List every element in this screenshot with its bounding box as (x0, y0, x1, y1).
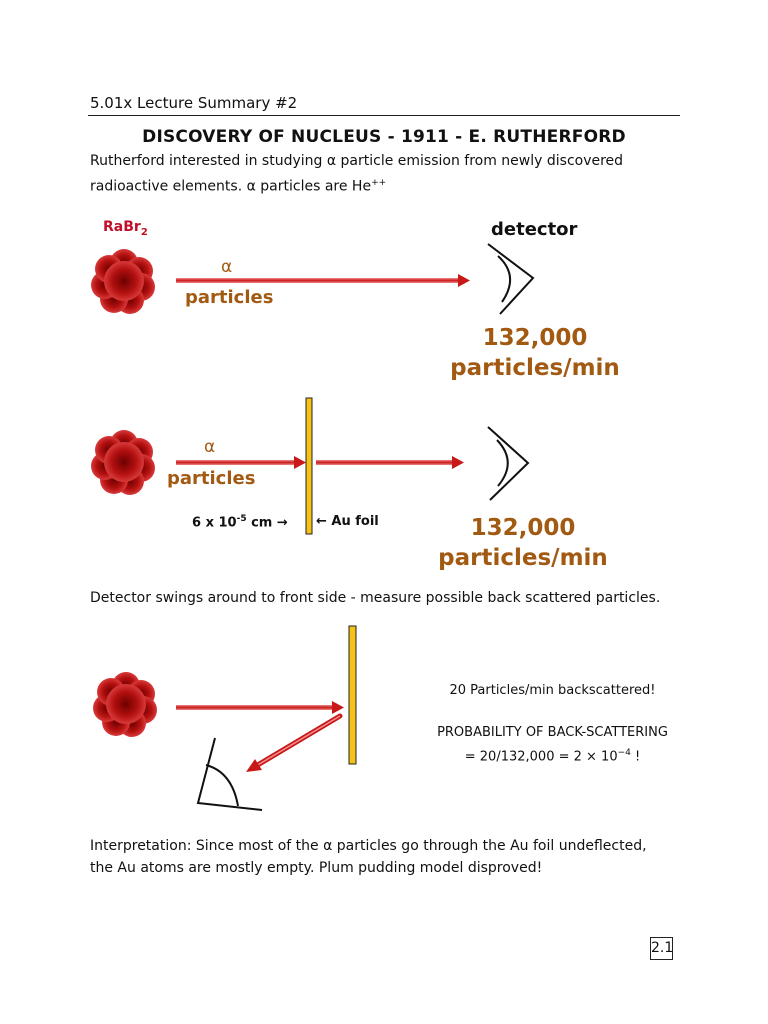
lecture-header: 5.01x Lecture Summary #2 (90, 94, 298, 112)
count-unit-1: particles/min (450, 355, 620, 381)
gold-foil-3 (349, 626, 356, 764)
detector-1 (488, 244, 533, 314)
intro-line-1: Rutherford interested in studying α particle emission from newly discovered (90, 153, 624, 169)
particles-label-1: particles (185, 287, 274, 308)
interpretation-line-2: the Au atoms are mostly empty. Plum pudding model disproved! (90, 860, 543, 876)
alpha-symbol-1: α (221, 257, 233, 277)
foil-thickness-label: 6 x $10^{-5}$ cm → (192, 514, 288, 531)
radium-source-1 (91, 249, 155, 314)
page-number: 2.1 (650, 937, 673, 960)
incident-beam-3 (176, 701, 344, 714)
probability-calc: = $20/132,000 = 2 \times 10^{-4}$ ! (464, 748, 641, 765)
page-title: DISCOVERY OF NUCLEUS - 1911 - E. RUTHERFORD (142, 127, 626, 147)
diagram-1 (91, 244, 533, 314)
radium-source-2 (91, 430, 155, 495)
particles-label-2: particles (167, 468, 256, 489)
intro-line-2: radioactive elements. α particles are He++ (90, 178, 387, 195)
gold-foil-2 (306, 398, 312, 534)
count-unit-2: particles/min (438, 545, 608, 571)
au-foil-label: ← Au foil (316, 514, 379, 529)
count-value-2: 132,000 (470, 515, 576, 541)
alpha-beam-2b (316, 456, 464, 469)
interpretation-line-1: Interpretation: Since most of the α particles go through the Au foil undeflected, (90, 838, 647, 854)
detector-2 (488, 427, 528, 500)
radium-source-3 (93, 672, 157, 737)
alpha-symbol-2: α (204, 437, 216, 457)
interpretation-paragraph (90, 835, 690, 879)
diagram-3 (93, 626, 356, 810)
backscatter-text: 20 Particles/min backscattered! (449, 683, 656, 698)
intro-superscript: ++ (371, 178, 387, 188)
backscatter-beam-3 (246, 716, 340, 772)
count-label-2 (438, 513, 608, 573)
source-label-rabr2: RaBr$_2$ (103, 219, 148, 238)
probability-block (400, 722, 705, 767)
probability-heading: PROBABILITY OF BACK-SCATTERING (437, 725, 668, 740)
detector-3 (198, 738, 262, 810)
count-label-1 (450, 323, 620, 383)
detector-label: detector (491, 219, 578, 240)
count-value-1: 132,000 (482, 325, 588, 351)
detector-swing-text: Detector swings around to front side - measure possible back scattered particles. (90, 590, 661, 606)
